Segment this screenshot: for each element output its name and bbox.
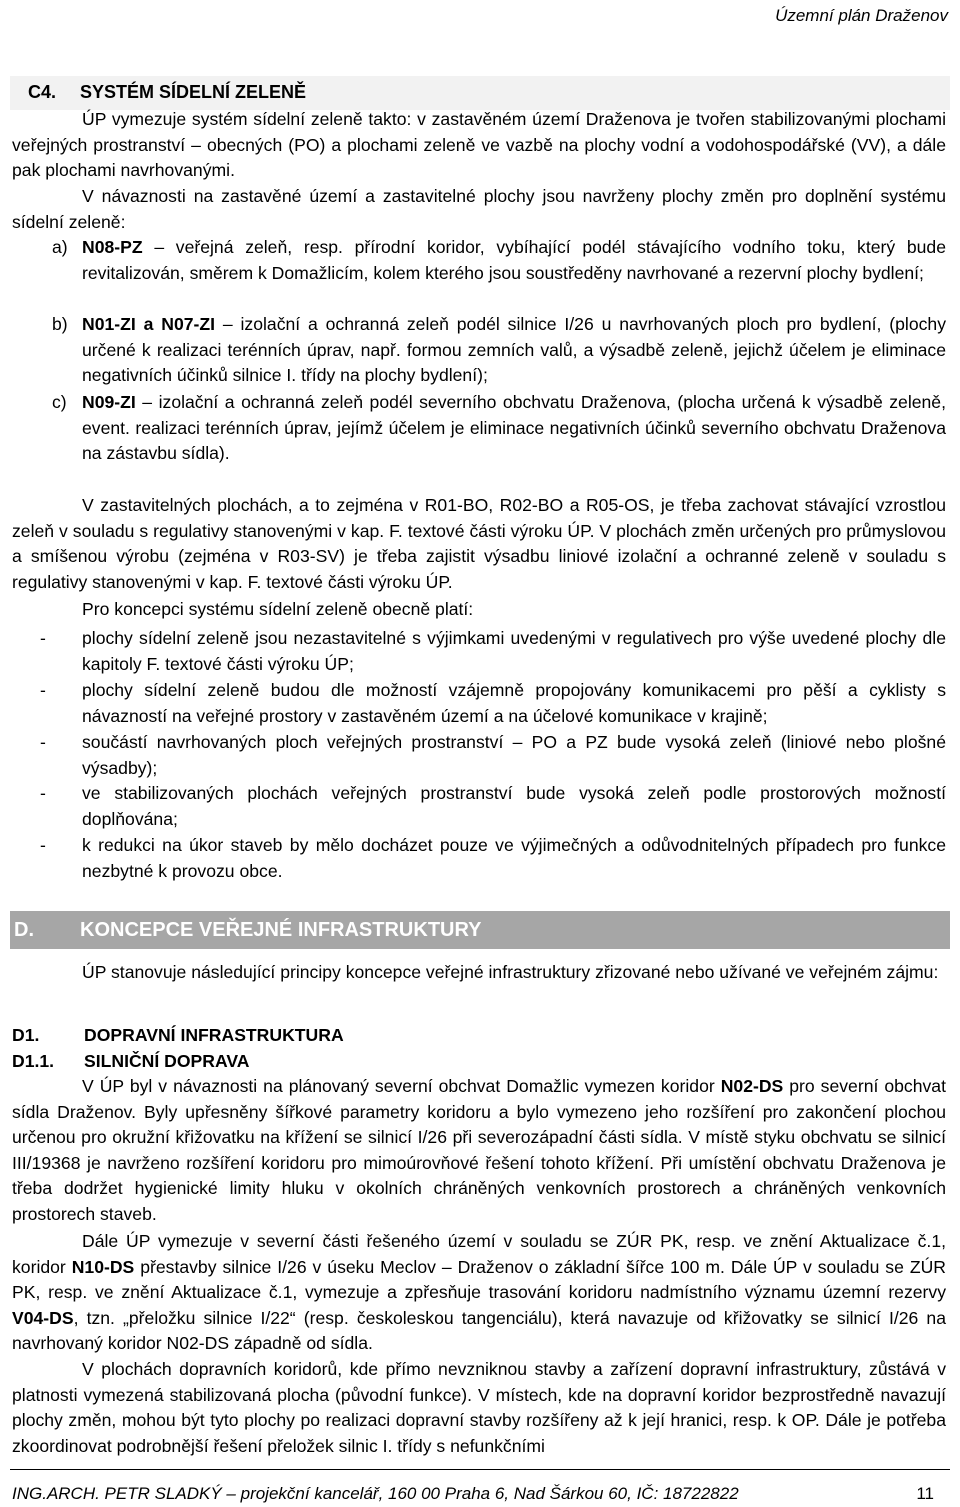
paragraph-koncepce: Pro koncepci systému sídelní zeleně obecně platí: xyxy=(82,599,474,619)
paragraph-dopravni-koridory: V plochách dopravních koridorů, kde přímo nevzniknou stavby a zařízení dopravní infrastruktury, zůstává v platnosti vymezená stabilizovaná plocha (původní funkce). V místech, kde na dopravní koridor bezprostředně navazují plochy změn, mohou být tyto plochy po realizaci dopravní stavby rozšířeny až k její hranici, resp. k OP. Dále je potřeba zkoordinovat podrobnější řešení přeložek silnic I. třídy s nefunkčními xyxy=(12,1359,946,1456)
text-run: přestavby silnice I/26 v úseku Meclov – Draženov o základní šířce 100 m. Dále ÚP v souladu se ZÚR PK, resp. ve znění Aktualizace č.1, vymezuje a zpřesňuje trasování koridoru nadmístního významu územní rezervy xyxy=(12,1256,946,1303)
subsection-title: SILNIČNÍ DOPRAVA xyxy=(84,1051,250,1071)
section-number: D. xyxy=(14,919,34,941)
bullet-item: plochy sídelní zeleně jsou nezastavitelné s výjimkami uvedenými v regulativech pro výše uvedené plochy dle kapitoly F. textové části výroku ÚP; xyxy=(82,628,946,674)
zone-code: N09-ZI xyxy=(82,392,136,412)
section-number: C4. xyxy=(28,82,57,102)
bullet-mark: - xyxy=(40,732,46,752)
list-item-text: – izolační a ochranná zeleň podél silnice I/26 u navrhovaných ploch pro bydlení, (plochy určené k realizaci terénních úprav, např. formou zemních valů, a výsadbě zeleně, jejichž účelem je eliminace negativních účinků silnice I. třídy na plochy bydlení); xyxy=(82,314,946,386)
section-title: KONCEPCE VEŘEJNÉ INFRASTRUKTURY xyxy=(80,919,482,941)
section-heading-c4 xyxy=(28,82,306,103)
text-run: , tzn. „přeložku silnice I/22“ (resp. českoleskou tangenciálu), která navazuje od křižovatky se silnicí I/26 na navrhovaný koridor N02-DS západně od sídla. xyxy=(12,1307,946,1354)
zone-code: N02-DS xyxy=(720,1076,784,1096)
list-item-text: – izolační a ochranná zeleň podél severního obchvatu Draženova, (plocha určená k výsadbě zeleně, event. realizaci terénních úprav, jejímž účelem je eliminace negativních účinků severního obchvatu Draženova na zástavbu sídla). xyxy=(82,392,946,464)
list-label: b) xyxy=(52,314,68,334)
footer-text: ING.ARCH. PETR SLADKÝ – projekční kancelář, 160 00 Praha 6, Nad Šárkou 60, IČ: 18722822 xyxy=(12,1484,739,1503)
bullet-item: součástí navrhovaných ploch veřejných prostranství – PO a PZ bude vysoká zeleň (liniové nebo plošné výsadby); xyxy=(82,732,946,778)
section-heading-d xyxy=(14,919,482,942)
list-item-n08 xyxy=(82,235,946,286)
zone-code: V04-DS xyxy=(12,1307,74,1328)
paragraph-zastavitelne-plochy: V zastavitelných plochách, a to zejména v R01-BO, R02-BO a R05-OS, je třeba zachovat stávající vzrostlou zeleň v souladu s regulativy stanovenými v kap. F. textové části výroku ÚP. V plochách změn určených pro průmyslovou a smíšenou výrobu (zejména v R03-SV) je třeba zajistit výsadbu liniové izolační a ochranné zeleně v souladu s regulativy stanovenými v kap. F. textové části výroku ÚP. xyxy=(12,495,946,592)
paragraph-intro: ÚP vymezuje systém sídelní zeleně takto: v zastavěném území Draženova je tvořen stabilizovanými plochami veřejných prostranství – obecných (PO) a plochami zeleně ve vazbě na plochy vodní a vodohospodářské (VV), a dále pak plochami navrhovanými. xyxy=(12,109,946,181)
text-run: V ÚP byl v návaznosti na plánovaný severní obchvat Domažlic vymezen koridor xyxy=(82,1076,721,1096)
paragraph-plochy-zmen: V návaznosti na zastavěné území a zastavitelné plochy jsou navrženy plochy změn pro doplnění systému sídelní zeleně: xyxy=(12,186,946,232)
bullet-item: k redukci na úkor staveb by mělo docházet pouze ve výjimečných a odůvodnitelných případech pro funkce nezbytné k provozu obce. xyxy=(82,835,946,881)
text-run: Dále ÚP vymezuje v severní části řešeného území v souladu se ZÚR PK, resp. ve znění Aktualizace č.1, koridor xyxy=(12,1231,946,1277)
bullet-mark: - xyxy=(40,680,46,700)
list-label: c) xyxy=(52,392,67,412)
list-label: a) xyxy=(52,237,68,257)
section-title: SYSTÉM SÍDELNÍ ZELENĚ xyxy=(80,82,307,102)
bullet-mark: - xyxy=(40,783,46,803)
page-number: 11 xyxy=(916,1484,934,1503)
footer-divider xyxy=(10,1469,950,1470)
paragraph-obchvat xyxy=(12,1074,946,1228)
list-item-n01-n07 xyxy=(82,312,946,389)
list-item-text: – veřejná zeleň, resp. přírodní koridor, vybíhající podél stávajícího vodního toku, který bude revitalizován, směrem k Domažlicím, kolem kterého jsou soustředěny navrhované a rezervní plochy bydlení; xyxy=(82,237,946,283)
bullet-item: plochy sídelní zeleně budou dle možností vzájemně propojovány komunikacemi pro pěší a cyklisty s návazností na veřejné prostory v zastavěném území a na účelové komunikace v krajině; xyxy=(82,680,946,726)
subsection-number: D1.1. xyxy=(12,1051,55,1071)
zone-code: N01-ZI a N07-ZI xyxy=(82,314,216,334)
paragraph-d-intro: ÚP stanovuje následující principy koncepce veřejné infrastruktury zřizované nebo užívané ve veřejném zájmu: xyxy=(82,962,939,982)
zone-code: N08-PZ xyxy=(82,237,143,257)
document-header-title: Územní plán Draženov xyxy=(775,6,948,25)
zone-code: N10-DS xyxy=(71,1256,135,1277)
paragraph-koridor-n10 xyxy=(12,1229,946,1357)
subsection-number: D1. xyxy=(12,1025,40,1045)
bullet-mark: - xyxy=(40,628,46,648)
subsection-title: DOPRAVNÍ INFRASTRUKTURA xyxy=(84,1025,344,1045)
list-item-n09 xyxy=(82,390,946,467)
bullet-mark: - xyxy=(40,835,46,855)
bullet-item: ve stabilizovaných plochách veřejných prostranství bude vysoká zeleň podle prostorových možností doplňována; xyxy=(82,783,946,829)
text-run: pro severní obchvat sídla Draženov. Byly upřesněny šířkové parametry koridoru a bylo vymezeno jeho rozšíření pro zakončení plochou určenou pro okružní křižovatku na křížení se silnicí I/26 při severozápadní části sídla. V místě styku obchvatu se silnicí III/19368 je navrženo rozšíření koridoru pro mimoúrovňové řešení tohoto křížení. Při umístění obchvatu Draženova je třeba dodržet hygienické limity hluku v okolních chráněných venkovních prostorech a chráněných venkovních prostorech staveb. xyxy=(12,1076,946,1224)
